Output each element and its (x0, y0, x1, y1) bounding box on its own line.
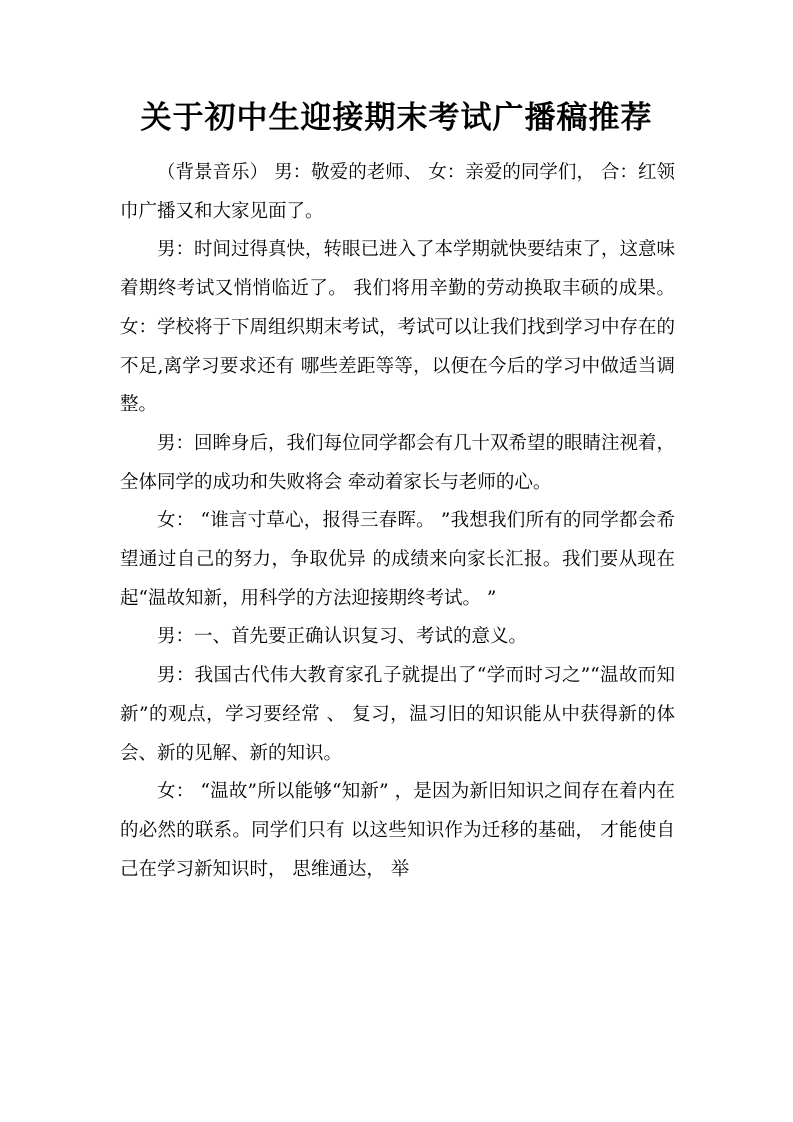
paragraph: 男：时间过得真快，转眼已进入了本学期就快要结束了，这意味着期终考试又悄悄临近了。 我们将用辛勤的劳动换取丰硕的成果。 女：学校将于下周组织期末考试，考试可以让我们找到学习中存在的不足,离学习要求还有 哪些差距等等，以便在今后的学习中做适当调整。 (120, 239, 676, 416)
paragraph: 男：回眸身后，我们每位同学都会有几十双希望的眼睛注视着，全体同学的成功和失败将会 牵动着家长与老师的心。 (120, 432, 676, 493)
paragraph: 男：一、首先要正确认识复习、考试的意义。 (157, 626, 528, 648)
paragraph: （背景音乐） 男：敬爱的老师、 女：亲爱的同学们， 合：红领巾广播又和大家见面了。 (120, 162, 675, 222)
paragraph: 女： “温故”所以能够“知新” ，是因为新旧知识之间存在着内在的必然的联系。同学们只有 以这些知识作为迁移的基础， 才能使自己在学习新知识时， 思维通达， 举 (120, 781, 675, 880)
document-title: 关于初中生迎接期末考试广播稿推荐 (140, 100, 653, 136)
document-body (120, 154, 675, 889)
paragraph: 男：我国古代伟大教育家孔子就提出了“学而时习之”“温故而知新”的观点，学习要经常 、 复习，温习旧的知识能从中获得新的体会、新的见解、新的知识。 (120, 665, 675, 764)
paragraph: 女： “谁言寸草心，报得三春晖。 ”我想我们所有的同学都会希望通过自己的努力，争取优异 的成绩来向家长汇报。我们要从现在起“温故知新，用科学的方法迎接期终考试。 ” (120, 510, 675, 609)
